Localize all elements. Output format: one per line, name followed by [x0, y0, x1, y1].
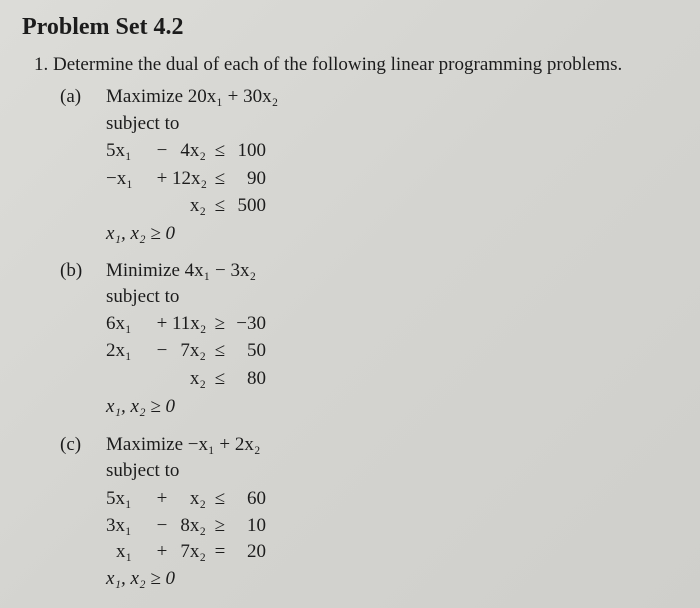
operator: +: [156, 313, 168, 334]
part-b-objective: Minimize 4x₁ − 3x₂: [106, 260, 257, 281]
relation: ≤: [214, 340, 226, 361]
term: 6x₁: [106, 313, 132, 334]
term: x₂: [189, 488, 206, 509]
relation: ≤: [214, 168, 226, 189]
term: 3x₁: [106, 515, 132, 536]
operator: +: [156, 488, 168, 509]
term: 7x₂: [180, 340, 206, 361]
rhs: 50: [247, 340, 266, 361]
part-b-nonnegativity: x₁, x₂ ≥ 0: [106, 396, 176, 417]
rhs: 90: [247, 168, 266, 189]
relation: ≤: [214, 488, 226, 509]
operator: +: [156, 168, 168, 189]
term: 11x₂: [172, 313, 207, 334]
operator: −: [156, 340, 168, 361]
rhs: 20: [247, 541, 266, 562]
part-a-subject-to: subject to: [106, 113, 180, 134]
relation: ≥: [214, 313, 226, 334]
question-text: 1. Determine the dual of each of the following linear programming problems.: [34, 54, 623, 75]
part-c-objective: Maximize −x₁ + 2x₂: [106, 434, 261, 455]
term: 12x₂: [172, 168, 208, 189]
rhs: 100: [237, 140, 266, 161]
rhs: −30: [236, 313, 266, 334]
operator: −: [156, 140, 168, 161]
relation: ≤: [214, 368, 226, 389]
term: 2x₁: [106, 340, 132, 361]
operator: −: [156, 515, 168, 536]
part-c-subject-to: subject to: [106, 460, 180, 481]
rhs: 10: [247, 515, 266, 536]
part-a-objective: Maximize 20x₁ + 30x₂: [106, 86, 279, 107]
term: 7x₂: [180, 541, 206, 562]
term: 5x₁: [106, 488, 132, 509]
page-title: Problem Set 4.2: [22, 14, 184, 40]
operator: +: [156, 541, 168, 562]
term: x₁: [116, 541, 133, 562]
part-c-nonnegativity: x₁, x₂ ≥ 0: [106, 568, 176, 589]
part-a-label: (a): [60, 86, 82, 107]
relation: ≥: [214, 515, 226, 536]
term: x₂: [189, 368, 206, 389]
rhs: 80: [247, 368, 266, 389]
term: 5x₁: [106, 140, 132, 161]
part-c-label: (c): [60, 434, 82, 455]
rhs: 60: [247, 488, 266, 509]
rhs: 500: [237, 195, 266, 216]
part-b-label: (b): [60, 260, 83, 281]
part-b-subject-to: subject to: [106, 286, 180, 307]
relation: ≤: [214, 140, 226, 161]
part-a-nonnegativity: x₁, x₂ ≥ 0: [106, 223, 176, 244]
term: −x₁: [106, 168, 133, 189]
term: x₂: [189, 195, 206, 216]
term: 8x₂: [180, 515, 206, 536]
relation: =: [214, 541, 226, 562]
relation: ≤: [214, 195, 226, 216]
term: 4x₂: [180, 140, 206, 161]
